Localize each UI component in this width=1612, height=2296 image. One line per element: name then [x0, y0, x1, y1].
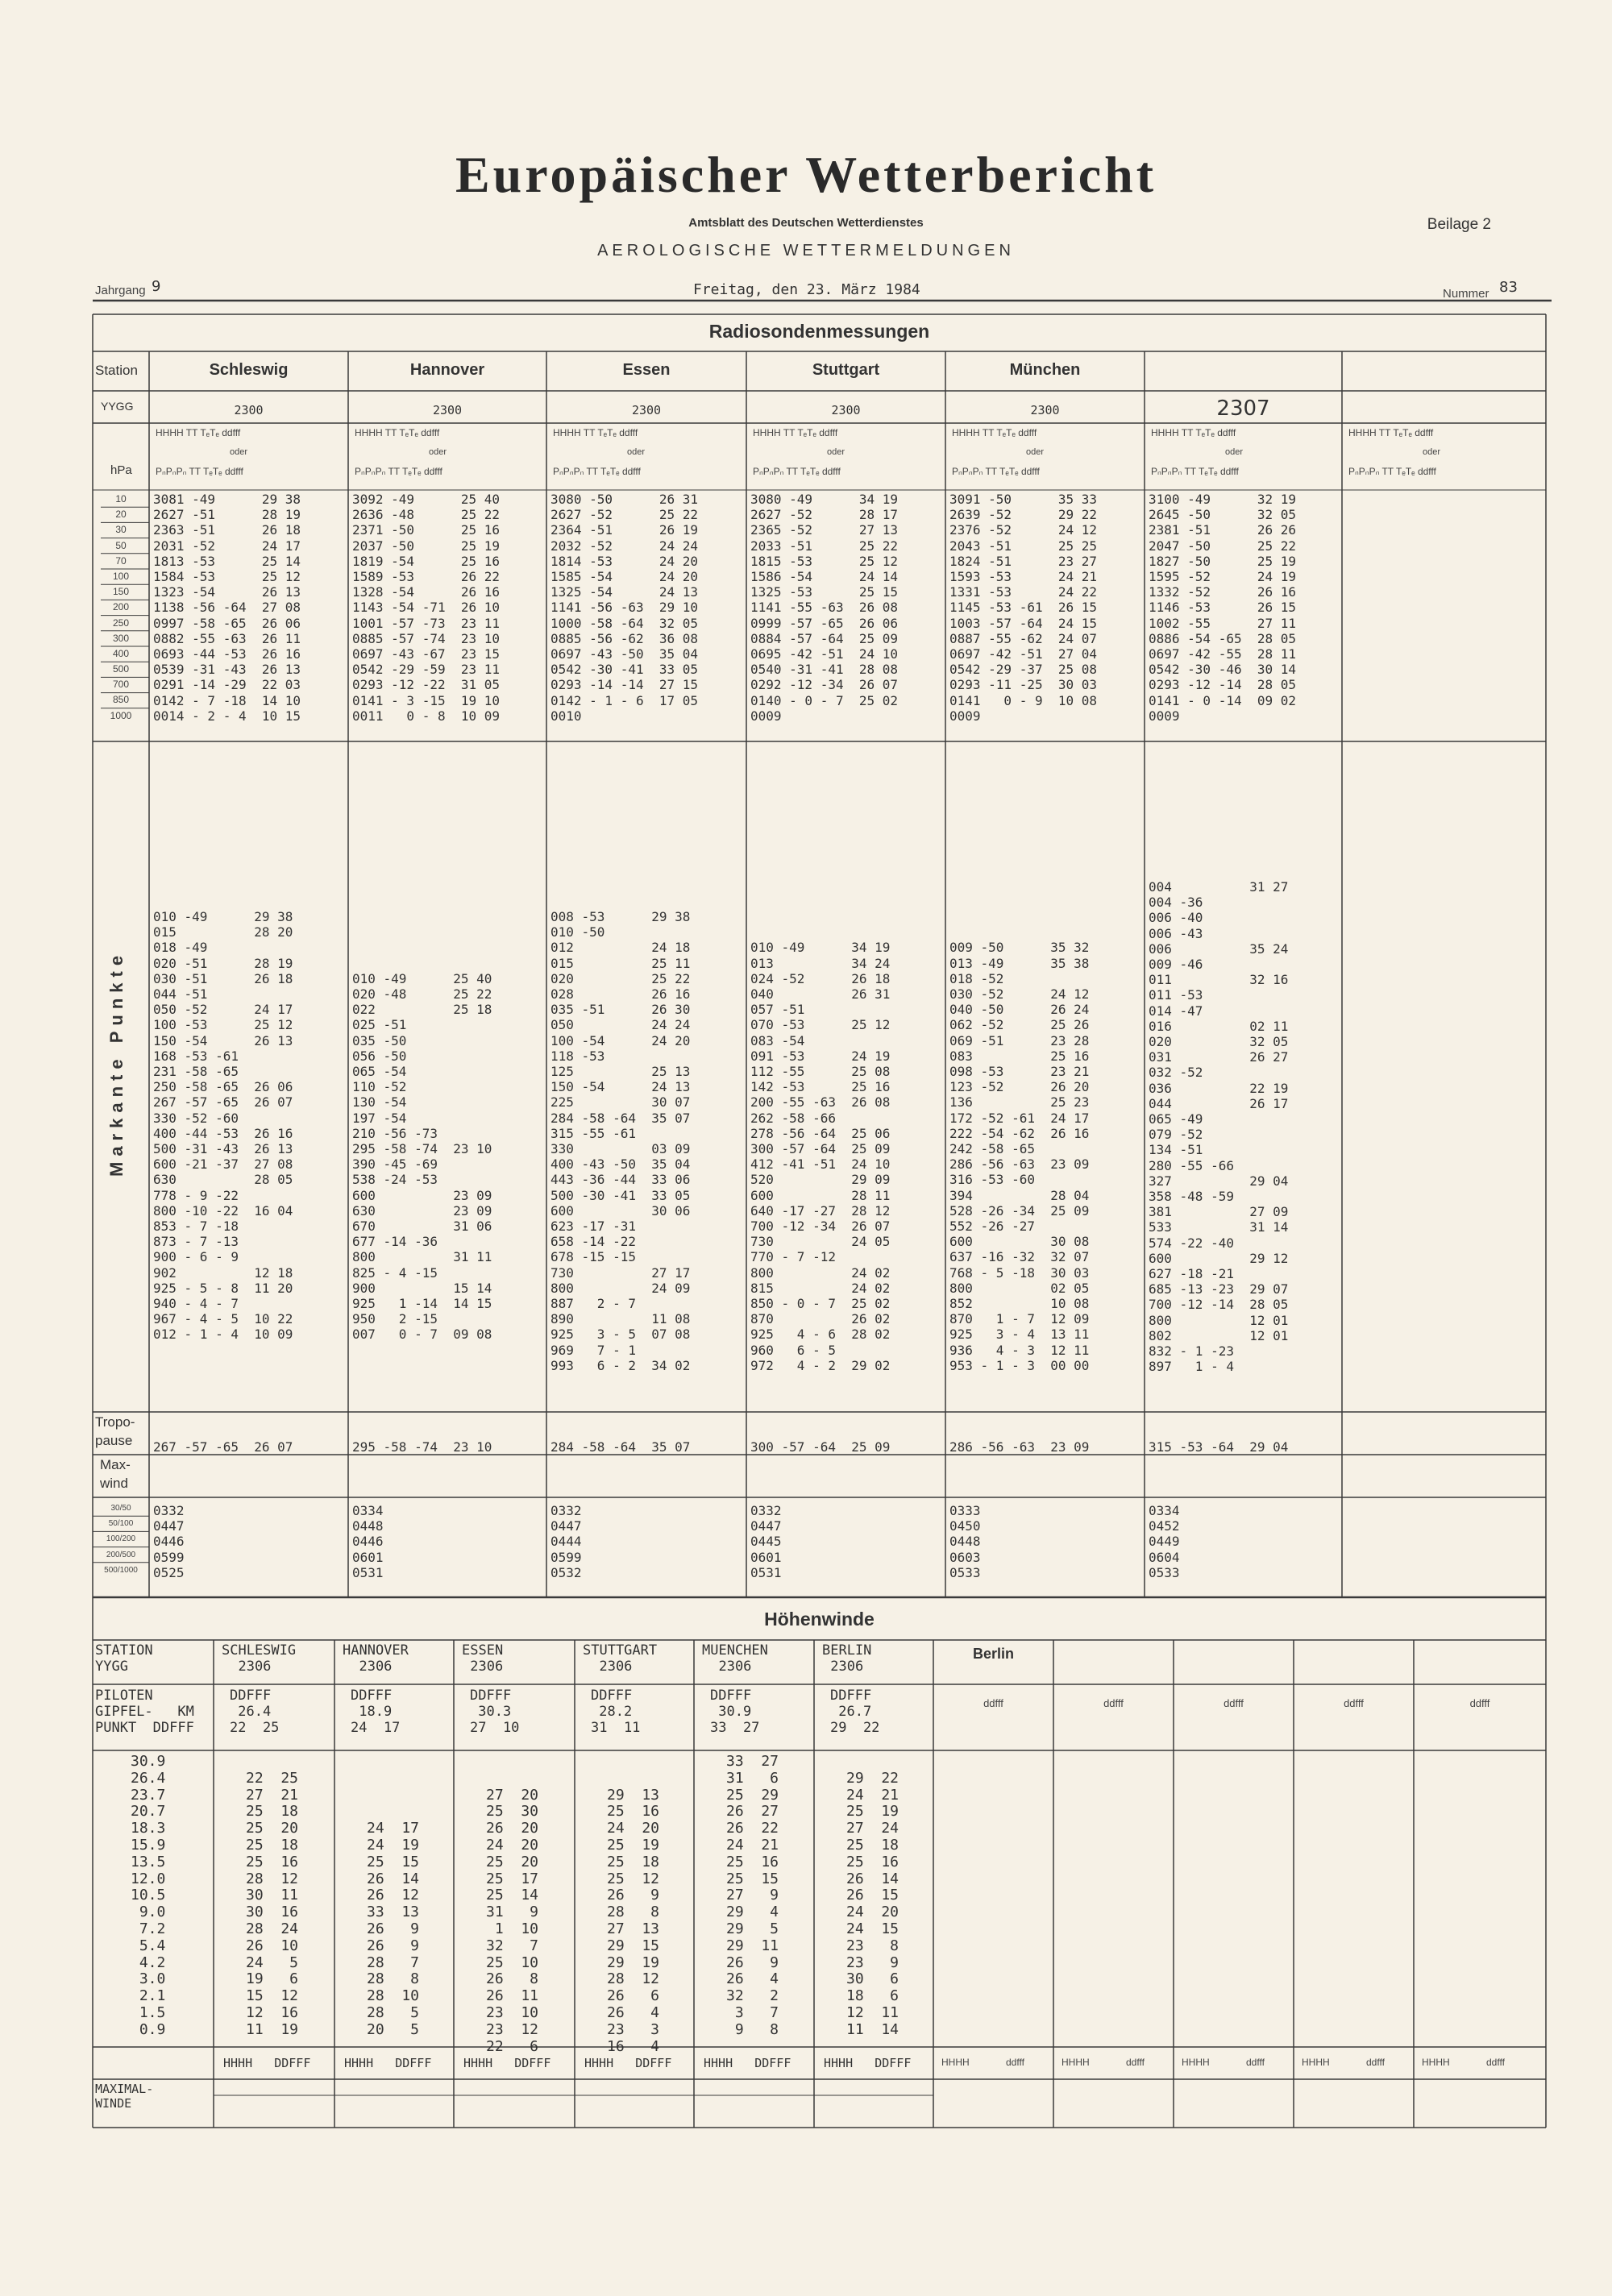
hw-foot-head: HHHH DDFFF	[824, 2056, 912, 2070]
column-head-1: HHHH TT TₑTₑ ddfff	[355, 427, 440, 438]
hpa-level: 150	[112, 586, 130, 598]
shear-data: 0332 0447 0445 0601 0531	[750, 1503, 782, 1580]
hw-foot-head: HHHH DDFFF	[584, 2056, 672, 2070]
shear-data: 0333 0450 0448 0603 0533	[949, 1503, 981, 1580]
tropopause-data: 286 -56 -63 23 09	[949, 1439, 1090, 1455]
hw-wind-values: 27 20 25 30 26 20 24 20 25 20 25 17 25 14 31 9 1 10 32 7 25 10 26 8 26 11 23 10 23 12 22 6	[486, 1786, 539, 2055]
station-name: Stuttgart	[812, 361, 880, 379]
hw-right-ddfff: ddfff	[1344, 1697, 1364, 1709]
hw-piloten-data: DDFFF 26.4 22 25	[230, 1688, 280, 1736]
shear-level: 50/100	[108, 1519, 134, 1529]
station-yygg: 2300	[432, 403, 463, 417]
hpa-level: 250	[112, 617, 130, 629]
column-oder: oder	[827, 447, 845, 457]
hpa-level: 1000	[110, 709, 132, 721]
hw-wind-values: 22 25 27 21 25 18 25 20 25 18 25 16 28 12 30 11 30 16 28 24 26 10 24 5 19 6 15 12 12 16 11 19	[246, 1769, 299, 2038]
tropopause-data: 267 -57 -65 26 07	[153, 1439, 293, 1455]
hw-wind-values: 33 27 31 6 25 29 26 27 26 22 24 21 25 16 25 15 27 9 29 4 29 5 29 11 26 9 26 4 32 2 3 7 9 8	[726, 1753, 779, 2038]
hw-station-head: SCHLESWIG 2306	[222, 1642, 297, 1675]
station-name: München	[1009, 361, 1081, 379]
hw-wind-values: 24 17 24 19 25 15 26 14 26 12 33 13 26 9 26 9 28 7 28 8 28 10 28 5 20 5	[367, 1820, 420, 2038]
hw-right-ddfff: ddfff	[1103, 1697, 1124, 1709]
tropopause-data: 315 -53 -64 29 04	[1149, 1439, 1289, 1455]
shear-data: 0332 0447 0444 0599 0532	[550, 1503, 582, 1580]
hw-right-foot-d: ddfff	[1126, 2057, 1145, 2068]
hw-station-head: MUENCHEN 2306	[702, 1642, 768, 1675]
hw-heights: 30.9 26.4 23.7 20.7 18.3 15.9 13.5 12.0 10.5 9.0 7.2 5.4 4.2 3.0 2.1 1.5 0.9	[131, 1753, 166, 2038]
hw-piloten-data: DDFFF 30.3 27 10	[470, 1688, 520, 1736]
column-oder: oder	[1026, 447, 1045, 457]
standard-levels-data: 3091 -50 35 33 2639 -52 29 22 2376 -52 24 12 2043 -51 25 25 1824 -51 23 27 1593 -53 24 21 1331 -53 24 22 1145 -53 -61 26 15 1003 -57 -64 24 15 0887 -55 -62 24 07 0697 -42 -51 27 04 0542 -29 -37 25 08 0293 -11 -25 30 03 0141 0 - 9 10 08 0009	[949, 492, 1098, 724]
station-yygg: 2300	[234, 403, 264, 417]
hpa-level: 20	[115, 509, 127, 521]
hw-wind-values: 29 22 24 21 25 19 27 24 25 18 25 16 26 14 26 15 24 20 24 15 23 8 23 9 30 6 18 6 12 11 11 14	[846, 1769, 899, 2038]
column-head-2: PₙPₙPₙ TT TₑTₑ ddfff	[553, 466, 641, 477]
shear-data: 0334 0452 0449 0604 0533	[1149, 1503, 1180, 1580]
column-head-1: HHHH TT TₑTₑ ddfff	[553, 427, 638, 438]
column-oder: oder	[230, 447, 248, 457]
page-title: Europäischer Wetterbericht	[455, 146, 1157, 203]
hpa-level: 400	[112, 647, 130, 659]
hw-piloten-label: PILOTEN GIPFEL- KM PUNKT DDFFF	[95, 1688, 194, 1736]
column-head-1: HHHH TT TₑTₑ ddfff	[753, 427, 838, 438]
hw-right-foot-d: ddfff	[1246, 2057, 1265, 2068]
markante-punkte-label: Markante Punkte	[106, 949, 127, 1177]
column-oder: oder	[429, 447, 447, 457]
hw-foot-head: HHHH DDFFF	[704, 2056, 791, 2070]
hw-station-head: HANNOVER 2306	[343, 1642, 409, 1675]
station-name: Hannover	[409, 361, 485, 379]
hw-right-foot-h: HHHH	[1302, 2057, 1330, 2068]
hw-station-label: STATION YYGG	[95, 1642, 153, 1675]
hw-piloten-data: DDFFF 26.7 29 22	[830, 1688, 880, 1736]
markante-punkte-data: 009 -50 35 32 013 -49 35 38 018 -52 030 -52 24 12 040 -50 26 24 062 -52 25 26 069 -51 23 28 083 25 16 098 -53 23 21 123 -52 26 20 136 25 23 172 -52 -61 24 17 222 -54 -62 26 16 242 -58 -65 286 -56 -63 23 09 316 -53 -60 394 28 04 528 -26 -34 25 09 552 -26 -27 600 30 08 637 -16 -32 32 07 768 - 5 -18 30 03 800 02 05 852 10 08 870 1 - 7 12 09 925 3 - 4 13 11 936 4 - 3 12 11 953 - 1 - 3 00 00	[949, 940, 1090, 1373]
shear-level: 500/1000	[104, 1565, 138, 1575]
maxwind-label: Max- wind	[100, 1457, 131, 1491]
hpa-level: 200	[112, 601, 130, 613]
hpa-level: 300	[112, 632, 130, 644]
column-head-2: PₙPₙPₙ TT TₑTₑ ddfff	[1151, 466, 1239, 477]
shear-level-column	[94, 1501, 147, 1578]
hw-right-foot-d: ddfff	[1486, 2057, 1505, 2068]
hoehenwinde-title: Höhenwinde	[764, 1609, 875, 1630]
tropopause-label: Tropo- pause	[95, 1414, 135, 1448]
hpa-level: 30	[115, 524, 127, 536]
hw-right-foot-h: HHHH	[1062, 2057, 1090, 2068]
station-yygg: 2300	[631, 403, 662, 417]
hpa-level-column	[94, 492, 147, 724]
column-oder: oder	[1423, 447, 1441, 457]
column-head-2: PₙPₙPₙ TT TₑTₑ ddfff	[1348, 466, 1436, 477]
station-yygg: 2300	[831, 403, 861, 417]
hw-right-ddfff: ddfff	[1469, 1697, 1490, 1709]
hw-piloten-data: DDFFF 30.9 33 27	[710, 1688, 760, 1736]
hpa-level: 700	[112, 679, 130, 691]
column-head-2: PₙPₙPₙ TT TₑTₑ ddfff	[952, 466, 1040, 477]
hw-foot-head: HHHH DDFFF	[463, 2056, 551, 2070]
nummer-label: Nummer	[1443, 287, 1489, 301]
hw-station-head: BERLIN 2306	[822, 1642, 872, 1675]
markante-punkte-data: 010 -49 29 38 015 28 20 018 -49 020 -51 28 19 030 -51 26 18 044 -51 050 -52 24 17 100 -53 25 12 150 -54 26 13 168 -53 -61 231 -58 -65 250 -58 -65 26 06 267 -57 -65 26 07 330 -52 -60 400 -44 -53 26 16 500 -31 -43 26 13 600 -21 -37 27 08 630 28 05 778 - 9 -22 800 -10 -22 16 04 853 - 7 -18 873 - 7 -13 900 - 6 - 9 902 12 18 925 - 5 - 8 11 20 940 - 4 - 7 967 - 4 - 5 10 22 012 - 1 - 4 10 09	[153, 909, 293, 1343]
standard-levels-data: 3080 -50 26 31 2627 -52 25 22 2364 -51 26 19 2032 -52 24 24 1814 -53 24 20 1585 -54 24 20 1325 -54 24 13 1141 -56 -63 29 10 1000 -58 -64 32 05 0885 -56 -62 36 08 0697 -43 -50 35 04 0542 -30 -41 33 05 0293 -14 -14 27 15 0142 - 1 - 6 17 05 0010	[550, 492, 699, 724]
station-yygg: 2307	[1216, 397, 1270, 421]
radiosonde-title: Radiosondenmessungen	[708, 321, 930, 342]
hw-maximal-label: MAXIMAL- WINDE	[95, 2082, 154, 2111]
column-head-2: PₙPₙPₙ TT TₑTₑ ddfff	[355, 466, 442, 477]
hw-right-ddfff: ddfff	[983, 1697, 1003, 1709]
hw-right-foot-h: HHHH	[941, 2057, 970, 2068]
hw-right-foot-d: ddfff	[1006, 2057, 1024, 2068]
hw-station-head: STUTTGART 2306	[583, 1642, 658, 1675]
shear-data: 0334 0448 0446 0601 0531	[352, 1503, 384, 1580]
standard-levels-data: 3092 -49 25 40 2636 -48 25 22 2371 -50 25 16 2037 -50 25 19 1819 -54 25 16 1589 -53 26 22 1328 -54 26 16 1143 -54 -71 26 10 1001 -57 -73 23 11 0885 -57 -74 23 10 0697 -43 -67 23 15 0542 -29 -59 23 11 0293 -12 -22 31 05 0141 - 3 -15 19 10 0011 0 - 8 10 09	[352, 492, 501, 724]
tropopause-data: 284 -58 -64 35 07	[550, 1439, 691, 1455]
standard-levels-data: 3080 -49 34 19 2627 -52 28 17 2365 -52 27 13 2033 -51 25 22 1815 -53 25 12 1586 -54 24 14 1325 -53 25 15 1141 -55 -63 26 08 0999 -57 -65 26 06 0884 -57 -64 25 09 0695 -42 -51 24 10 0540 -31 -41 28 08 0292 -12 -34 26 07 0140 - 0 - 7 25 02 0009	[750, 492, 899, 724]
yygg-label: YYGG	[101, 400, 134, 413]
markante-punkte-data: 010 -49 25 40 020 -48 25 22 022 25 18 025 -51 035 -50 056 -50 065 -54 110 -52 130 -54 197 -54 210 -56 -73 295 -58 -74 23 10 390 -45 -69 538 -24 -53 600 23 09 630 23 09 670 31 06 677 -14 -36 800 31 11 825 - 4 -15 900 15 14 925 1 -14 14 15 950 2 -15 007 0 - 7 09 08	[352, 970, 492, 1343]
hw-wind-values: 29 13 25 16 24 20 25 19 25 18 25 12 26 9 28 8 27 13 29 15 29 19 28 12 26 6 26 4 23 3 16 4	[607, 1786, 660, 2055]
shear-level: 200/500	[106, 1550, 136, 1559]
station-yygg: 2300	[1030, 403, 1060, 417]
hpa-level: 500	[112, 663, 130, 675]
column-head-1: HHHH TT TₑTₑ ddfff	[952, 427, 1037, 438]
hpa-level: 100	[112, 570, 130, 582]
hw-right-foot-d: ddfff	[1366, 2057, 1385, 2068]
column-head-1: HHHH TT TₑTₑ ddfff	[1348, 427, 1434, 438]
jahrgang-label: Jahrgang	[95, 284, 146, 297]
hw-piloten-data: DDFFF 28.2 31 11	[591, 1688, 641, 1736]
hpa-level: 50	[115, 539, 127, 551]
column-oder: oder	[627, 447, 646, 457]
section-heading: AEROLOGISCHE WETTERMELDUNGEN	[597, 242, 1015, 259]
station-name: Schleswig	[209, 361, 289, 379]
hw-station-berlin: Berlin	[972, 1646, 1014, 1662]
hpa-level: 850	[112, 694, 130, 706]
shear-level: 100/200	[106, 1534, 136, 1544]
jahrgang-value: 9	[152, 278, 161, 295]
issue-date: Freitag, den 23. März 1984	[693, 281, 920, 298]
markante-punkte-data: 010 -49 34 19 013 34 24 024 -52 26 18 040 26 31 057 -51 070 -53 25 12 083 -54 091 -53 24 19 112 -55 25 08 142 -53 25 16 200 -55 -63 26 08 262 -58 -66 278 -56 -64 25 06 300 -57 -64 25 09 412 -41 -51 24 10 520 29 09 600 28 11 640 -17 -27 28 12 700 -12 -34 26 07 730 24 05 770 - 7 -12 800 24 02 815 24 02 850 - 0 - 7 25 02 870 26 02 925 4 - 6 28 02 960 6 - 5 972 4 - 2 29 02	[750, 940, 891, 1373]
hw-station-head: ESSEN 2306	[462, 1642, 504, 1675]
hpa-level: 10	[115, 493, 127, 504]
station-label: Station	[95, 363, 138, 378]
shear-data: 0332 0447 0446 0599 0525	[153, 1503, 185, 1580]
column-oder: oder	[1225, 447, 1244, 457]
beilage-label: Beilage 2	[1427, 216, 1491, 233]
hpa-label: hPa	[110, 463, 132, 477]
hw-right-ddfff: ddfff	[1224, 1697, 1244, 1709]
markante-punkte-data: 008 -53 29 38 010 -50 012 24 18 015 25 11 020 25 22 028 26 16 035 -51 26 30 050 24 24 100 -54 24 20 118 -53 125 25 13 150 -54 24 13 225 30 07 284 -58 -64 35 07 315 -55 -61 330 03 09 400 -43 -50 35 04 443 -36 -44 33 06 500 -30 -41 33 05 600 30 06 623 -17 -31 658 -14 -22 678 -15 -15 730 27 17 800 24 09 887 2 - 7 890 11 08 925 3 - 5 07 08 969 7 - 1 993 6 - 2 34 02	[550, 909, 691, 1373]
hpa-level: 70	[115, 554, 127, 567]
markante-punkte-data: 004 31 27 004 -36 006 -40 006 -43 006 35 24 009 -46 011 32 16 011 -53 014 -47 016 02 11 020 32 05 031 26 27 032 -52 036 22 19 044 26 17 065 -49 079 -52 134 -51 280 -55 -66 327 29 04 358 -48 -59 381 27 09 533 31 14 574 -22 -40 600 29 12 627 -18 -21 685 -13 -23 29 07 700 -12 -14 28 05 800 12 01 802 12 01 832 - 1 -23 897 1 - 4	[1149, 879, 1289, 1375]
station-name: Essen	[622, 361, 671, 379]
hw-foot-head: HHHH DDFFF	[344, 2056, 432, 2070]
hw-foot-head: HHHH DDFFF	[223, 2056, 311, 2070]
standard-levels-data: 3081 -49 29 38 2627 -51 28 19 2363 -51 26 18 2031 -52 24 17 1813 -53 25 14 1584 -53 25 12 1323 -54 26 13 1138 -56 -64 27 08 0997 -58 -65 26 06 0882 -55 -63 26 11 0693 -44 -53 26 16 0539 -31 -43 26 13 0291 -14 -29 22 03 0142 - 7 -18 14 10 0014 - 2 - 4 10 15	[153, 492, 301, 724]
shear-level: 30/50	[110, 1504, 131, 1513]
column-head-2: PₙPₙPₙ TT TₑTₑ ddfff	[753, 466, 841, 477]
hw-right-foot-h: HHHH	[1422, 2057, 1450, 2068]
nummer-value: 83	[1499, 279, 1518, 296]
hw-right-foot-h: HHHH	[1182, 2057, 1210, 2068]
hw-piloten-data: DDFFF 18.9 24 17	[351, 1688, 401, 1736]
tropopause-data: 300 -57 -64 25 09	[750, 1439, 891, 1455]
page-subtitle: Amtsblatt des Deutschen Wetterdienstes	[688, 216, 924, 230]
column-head-1: HHHH TT TₑTₑ ddfff	[156, 427, 241, 438]
standard-levels-data: 3100 -49 32 19 2645 -50 32 05 2381 -51 26 26 2047 -50 25 22 1827 -50 25 19 1595 -52 24 19 1332 -52 26 16 1146 -53 26 15 1002 -55 27 11 0886 -54 -65 28 05 0697 -42 -55 28 11 0542 -30 -46 30 14 0293 -12 -14 28 05 0141 - 0 -14 09 02 0009	[1149, 492, 1297, 724]
column-head-2: PₙPₙPₙ TT TₑTₑ ddfff	[156, 466, 243, 477]
column-head-1: HHHH TT TₑTₑ ddfff	[1151, 427, 1236, 438]
tropopause-data: 295 -58 -74 23 10	[352, 1439, 492, 1455]
